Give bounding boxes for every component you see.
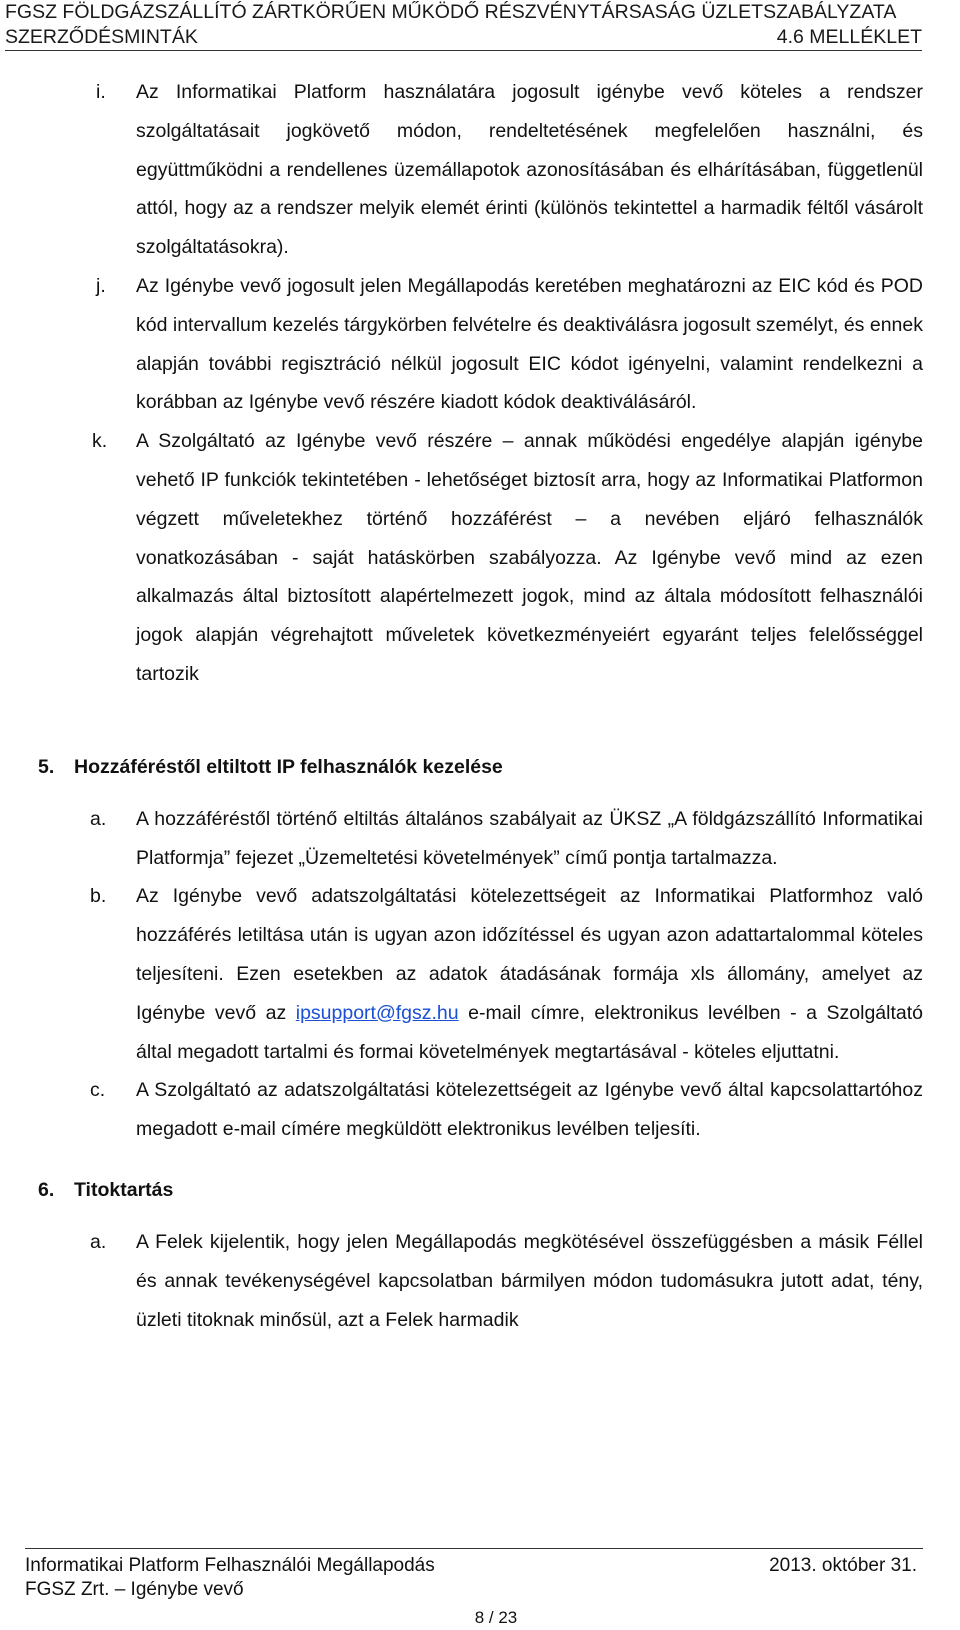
- list-item-k: [38, 422, 923, 694]
- list-item-text: A Felek kijelentik, hogy jelen Megállapodás megkötésével összefüggésben a másik Féllel és annak tevékenységével kapcsolatban bármilyen módon tudomásukra jutott adat, tény, üzleti titoknak minősül, azt a Felek harmadik: [136, 1230, 923, 1331]
- text-before-link: Az Igénybe vevő adatszolgáltatási kötelezettségeit az Informatikai Platformhoz való hozzáférés letiltása után is ugyan azon időzítéssel és ugyan azon adattartalommal köteles teljesíteni. Ezen esetekben az adatok átadásának formája xls állomány, amelyet az Igénybe vevő az: [136, 885, 923, 1024]
- list-item-text: Az Igénybe vevő jogosult jelen Megállapodás keretében meghatározni az EIC kód és POD kód intervallum kezelés tárgykörben felvételre és deaktiválásra jogosult személyt, és ennek alapján további regisztráció nélkül jogosult EIC kódot igényelni, valamint rendelkezni a korábban az Igénybe vevő részére kiadott kódok deaktiválásáról.: [136, 274, 923, 414]
- section-title: Hozzáféréstől eltiltott IP felhasználók kezelése: [74, 755, 503, 778]
- list-item-j: [38, 267, 923, 422]
- header-section-name: SZERZŐDÉSMINTÁK: [5, 26, 198, 48]
- email-link[interactable]: ipsupport@fgsz.hu: [295, 1001, 459, 1024]
- page-header: [5, 0, 922, 51]
- section-5-item-c: [38, 1071, 923, 1149]
- list-item-text: [136, 877, 923, 1071]
- footer-line-1: [25, 1554, 917, 1578]
- header-company-title: FGSZ FÖLDGÁZSZÁLLÍTÓ ZÁRTKÖRŰEN MŰKÖDŐ RÉSZVÉNYTÁRSASÁG ÜZLETSZABÁLYZATA: [5, 1, 897, 23]
- section-5-item-b: [38, 877, 923, 1071]
- section-5-item-a: [38, 800, 923, 878]
- list-item-label: b.: [90, 885, 107, 908]
- footer-document-title: Informatikai Platform Felhasználói Megállapodás: [25, 1555, 435, 1576]
- list-item-label: j.: [96, 274, 106, 297]
- section-6-heading: [38, 1175, 923, 1205]
- list-item-text: A hozzáféréstől történő eltiltás általános szabályait az ÜKSZ „A földgázszállító Informatikai Platformja” fejezet „Üzemeltetési követelmények” című pontja tartalmazza.: [136, 807, 923, 869]
- list-item-label: a.: [90, 807, 107, 830]
- section-title: Titoktartás: [74, 1178, 174, 1201]
- section-number: 5.: [38, 755, 55, 778]
- footer-divider: [25, 1548, 923, 1549]
- text-after-link: e-mail címre, elektronikus levélben - a Szolgáltató által megadott tartalmi és formai követelmények megtartásával - köteles eljuttatni.: [136, 1001, 923, 1063]
- list-item-label: c.: [90, 1079, 106, 1102]
- header-annex-number: 4.6 MELLÉKLET: [776, 26, 922, 48]
- section-5-heading: [38, 752, 923, 782]
- page-number: 8 / 23: [474, 1608, 518, 1627]
- list-item-text: A Szolgáltató az Igénybe vevő részére – annak működési engedélye alapján igénybe vehető IP funkciók tekintetében - lehetőséget biztosít arra, hogy az Informatikai Platformon végzett műveletekhez történő hozzáférést – a nevében eljáró felhasználók vonatkozásában - saját hatáskörben szabályozza. Az Igénybe vevő mind az ezen alkalmazás által biztosított alapértelmezett jogok, mind az általa módosított felhasználói jogok alapján végrehajtott műveletek következményeiért egyaránt teljes felelősséggel tartozik: [136, 430, 923, 685]
- header-line-2: [5, 25, 922, 50]
- list-item-text: Az Informatikai Platform használatára jogosult igénybe vevő köteles a rendszer szolgáltatásait jogkövető módon, rendeltetésének megfelelően használni, és együttműködni a rendellenes üzemállapotok azonosításában és elhárításában, függetlenül attól, hogy az a rendszer melyik elemét érinti (különös tekintettel a harmadik féltől vásárolt szolgáltatásokra).: [136, 81, 923, 259]
- list-item-label: i.: [96, 81, 106, 103]
- header-line-1: [5, 0, 922, 25]
- footer-line-2: [25, 1578, 917, 1602]
- footer-parties: FGSZ Zrt. – Igénybe vevő: [25, 1579, 244, 1600]
- footer-date: 2013. október 31.: [769, 1555, 917, 1576]
- document-body: [38, 73, 923, 1339]
- list-item-label: k.: [92, 430, 108, 453]
- list-item-i: [38, 73, 923, 267]
- section-6-item-a: [38, 1223, 923, 1339]
- list-item-text: A Szolgáltató az adatszolgáltatási kötelezettségeit az Igénybe vevő által kapcsolattartóhoz megadott e-mail címére megküldött elektronikus levélben teljesíti.: [136, 1079, 923, 1141]
- page-footer: [25, 1554, 917, 1630]
- section-number: 6.: [38, 1178, 55, 1201]
- list-item-label: a.: [90, 1230, 107, 1253]
